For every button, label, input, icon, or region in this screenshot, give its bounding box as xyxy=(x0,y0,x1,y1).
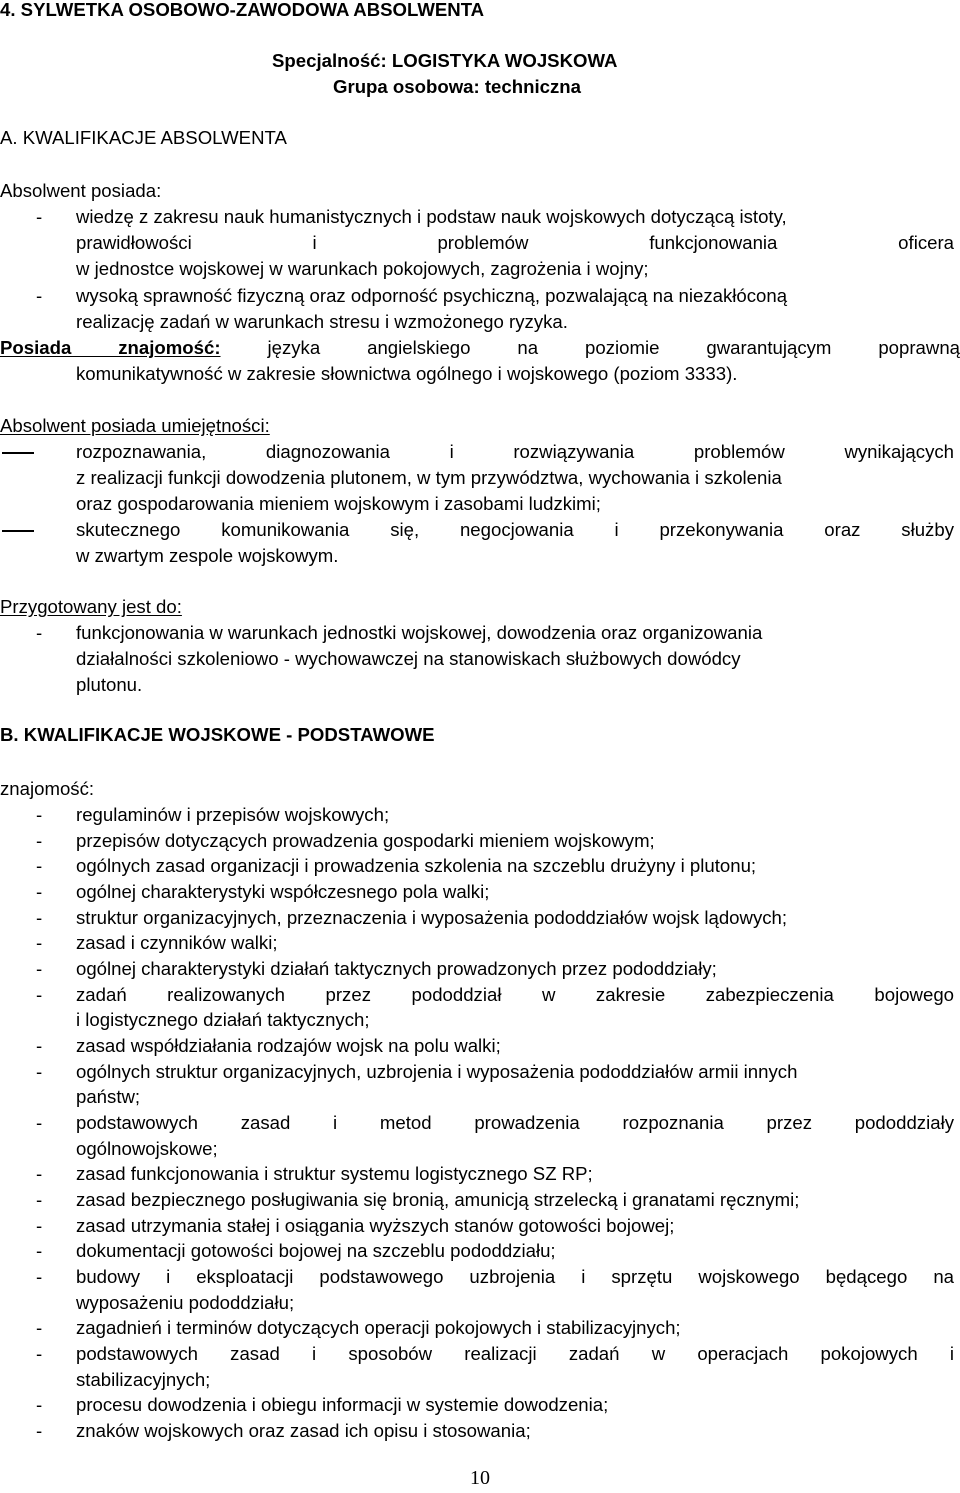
list-item-line: zasad i czynników walki; xyxy=(76,932,278,953)
list-bullet: - xyxy=(36,932,43,953)
prepared-label: Przygotowany jest do: xyxy=(0,596,182,617)
list-bullet: - xyxy=(36,285,43,306)
section-heading: 4. SYLWETKA OSOBOWO-ZAWODOWA ABSOLWENTA xyxy=(0,0,485,20)
specialty-line: Specjalność: LOGISTYKA WOJSKOWA xyxy=(272,50,618,71)
list-bullet: - xyxy=(36,1189,43,1210)
military-heading: B. KWALIFIKACJE WOJSKOWE - PODSTAWOWE xyxy=(0,724,435,745)
list-item-line: zadań realizowanych przez pododdział w zakresie zabezpieczenia bojowego xyxy=(76,984,954,1005)
list-item-line: zasad funkcjonowania i struktur systemu logistycznego SZ RP; xyxy=(76,1163,593,1184)
knowledge-text-line: komunikatywność w zakresie słownictwa ogólnego i wojskowego (poziom 3333). xyxy=(76,363,738,384)
list-item-line: zasad bezpiecznego posługiwania się bronią, amunicją strzelecką i granatami ręcznymi; xyxy=(76,1189,800,1210)
has-label: Absolwent posiada: xyxy=(0,180,162,201)
list-item-line: w jednostce wojskowej w warunkach pokojowych, zagrożenia i wojny; xyxy=(76,258,649,279)
list-item-line: funkcjonowania w warunkach jednostki wojskowej, dowodzenia oraz organizowania xyxy=(76,622,763,643)
list-item-line: wysoką sprawność fizyczną oraz odporność psychiczną, pozwalającą na niezakłóconą xyxy=(76,285,788,306)
list-item-line: ogólnowojskowe; xyxy=(76,1138,218,1159)
list-item-line: w zwartym zespole wojskowym. xyxy=(76,545,339,566)
list-item-line: ogólnych struktur organizacyjnych, uzbrojenia i wyposażenia pododdziałów armii innych xyxy=(76,1061,798,1082)
list-bullet: - xyxy=(36,984,43,1005)
list-item-line: wyposażeniu pododdziału; xyxy=(76,1292,295,1313)
list-bullet: - xyxy=(36,830,43,851)
list-item-line: wiedzę z zakresu nauk humanistycznych i podstaw nauk wojskowych dotyczącą istoty, xyxy=(76,206,787,227)
knowledge-label: Posiada znajomość: xyxy=(0,337,221,358)
list-item-line: ogólnej charakterystyki współczesnego pola walki; xyxy=(76,881,490,902)
list-item-line: ogólnej charakterystyki działań taktycznych prowadzonych przez pododdziały; xyxy=(76,958,717,979)
list-bullet: - xyxy=(36,1317,43,1338)
knowledge-text: języka angielskiego na poziomie gwarantującym poprawną xyxy=(267,337,960,358)
list-bullet: - xyxy=(36,1343,43,1364)
list-item-line: dokumentacji gotowości bojowej na szczeblu pododdziału; xyxy=(76,1240,556,1261)
personnel-group-line: Grupa osobowa: techniczna xyxy=(333,76,581,97)
list-item-line: budowy i eksploatacji podstawowego uzbrojenia i sprzętu wojskowego będącego na xyxy=(76,1266,954,1287)
list-bullet: - xyxy=(36,881,43,902)
list-bullet: - xyxy=(36,1112,43,1133)
knowledge-paragraph xyxy=(0,335,960,361)
list-bullet: - xyxy=(36,804,43,825)
qualifications-heading: A. KWALIFIKACJE ABSOLWENTA xyxy=(0,127,287,148)
list-item-line: plutonu. xyxy=(76,674,143,695)
list-item-line: podstawowych zasad i metod prowadzenia rozpoznania przez pododdziały xyxy=(76,1112,954,1133)
list-bullet: - xyxy=(36,1420,43,1441)
list-bullet: - xyxy=(36,1394,43,1415)
list-bullet: - xyxy=(36,1061,43,1082)
skills-label: Absolwent posiada umiejętności: xyxy=(0,415,270,436)
dash-bullet xyxy=(2,452,34,454)
list-item-line: struktur organizacyjnych, przeznaczenia i wyposażenia pododdziałów wojsk lądowych; xyxy=(76,907,788,928)
list-item-line: rozpoznawania, diagnozowania i rozwiązywania problemów wynikających xyxy=(76,441,954,462)
list-bullet: - xyxy=(36,907,43,928)
list-bullet: - xyxy=(36,1215,43,1236)
list-item-line: realizację zadań w warunkach stresu i wzmożonego ryzyka. xyxy=(76,311,568,332)
list-item-line: działalności szkoleniowo - wychowawczej na stanowiskach służbowych dowódcy xyxy=(76,648,741,669)
dash-bullet xyxy=(2,530,34,532)
list-bullet: - xyxy=(36,855,43,876)
list-item-line: skutecznego komunikowania się, negocjowania i przekonywania oraz służby xyxy=(76,519,954,540)
list-item-line: prawidłowości i problemów funkcjonowania oficera xyxy=(76,232,954,253)
list-item-line: znaków wojskowych oraz zasad ich opisu i stosowania; xyxy=(76,1420,531,1441)
military-knowledge-label: znajomość: xyxy=(0,778,95,799)
list-bullet: - xyxy=(36,1240,43,1261)
page-number: 10 xyxy=(470,1467,490,1489)
list-item-line: i logistycznego działań taktycznych; xyxy=(76,1009,370,1030)
list-item-line: przepisów dotyczących prowadzenia gospodarki mieniem wojskowym; xyxy=(76,830,655,851)
list-bullet: - xyxy=(36,206,43,227)
list-bullet: - xyxy=(36,1163,43,1184)
list-bullet: - xyxy=(36,622,43,643)
list-bullet: - xyxy=(36,1035,43,1056)
list-item-line: podstawowych zasad i sposobów realizacji zadań w operacjach pokojowych i xyxy=(76,1343,954,1364)
list-item-line: zagadnień i terminów dotyczących operacji pokojowych i stabilizacyjnych; xyxy=(76,1317,681,1338)
list-item-line: ogólnych zasad organizacji i prowadzenia szkolenia na szczeblu drużyny i plutonu; xyxy=(76,855,757,876)
list-item-line: oraz gospodarowania mieniem wojskowym i zasobami ludzkimi; xyxy=(76,493,601,514)
list-item-line: państw; xyxy=(76,1086,141,1107)
list-bullet: - xyxy=(36,1266,43,1287)
list-item-line: stabilizacyjnych; xyxy=(76,1369,211,1390)
list-item-line: procesu dowodzenia i obiegu informacji w systemie dowodzenia; xyxy=(76,1394,609,1415)
list-item-line: z realizacji funkcji dowodzenia plutonem, w tym przywództwa, wychowania i szkolenia xyxy=(76,467,782,488)
list-item-line: regulaminów i przepisów wojskowych; xyxy=(76,804,390,825)
list-bullet: - xyxy=(36,958,43,979)
list-item-line: zasad współdziałania rodzajów wojsk na polu walki; xyxy=(76,1035,501,1056)
list-item-line: zasad utrzymania stałej i osiągania wyższych stanów gotowości bojowej; xyxy=(76,1215,675,1236)
